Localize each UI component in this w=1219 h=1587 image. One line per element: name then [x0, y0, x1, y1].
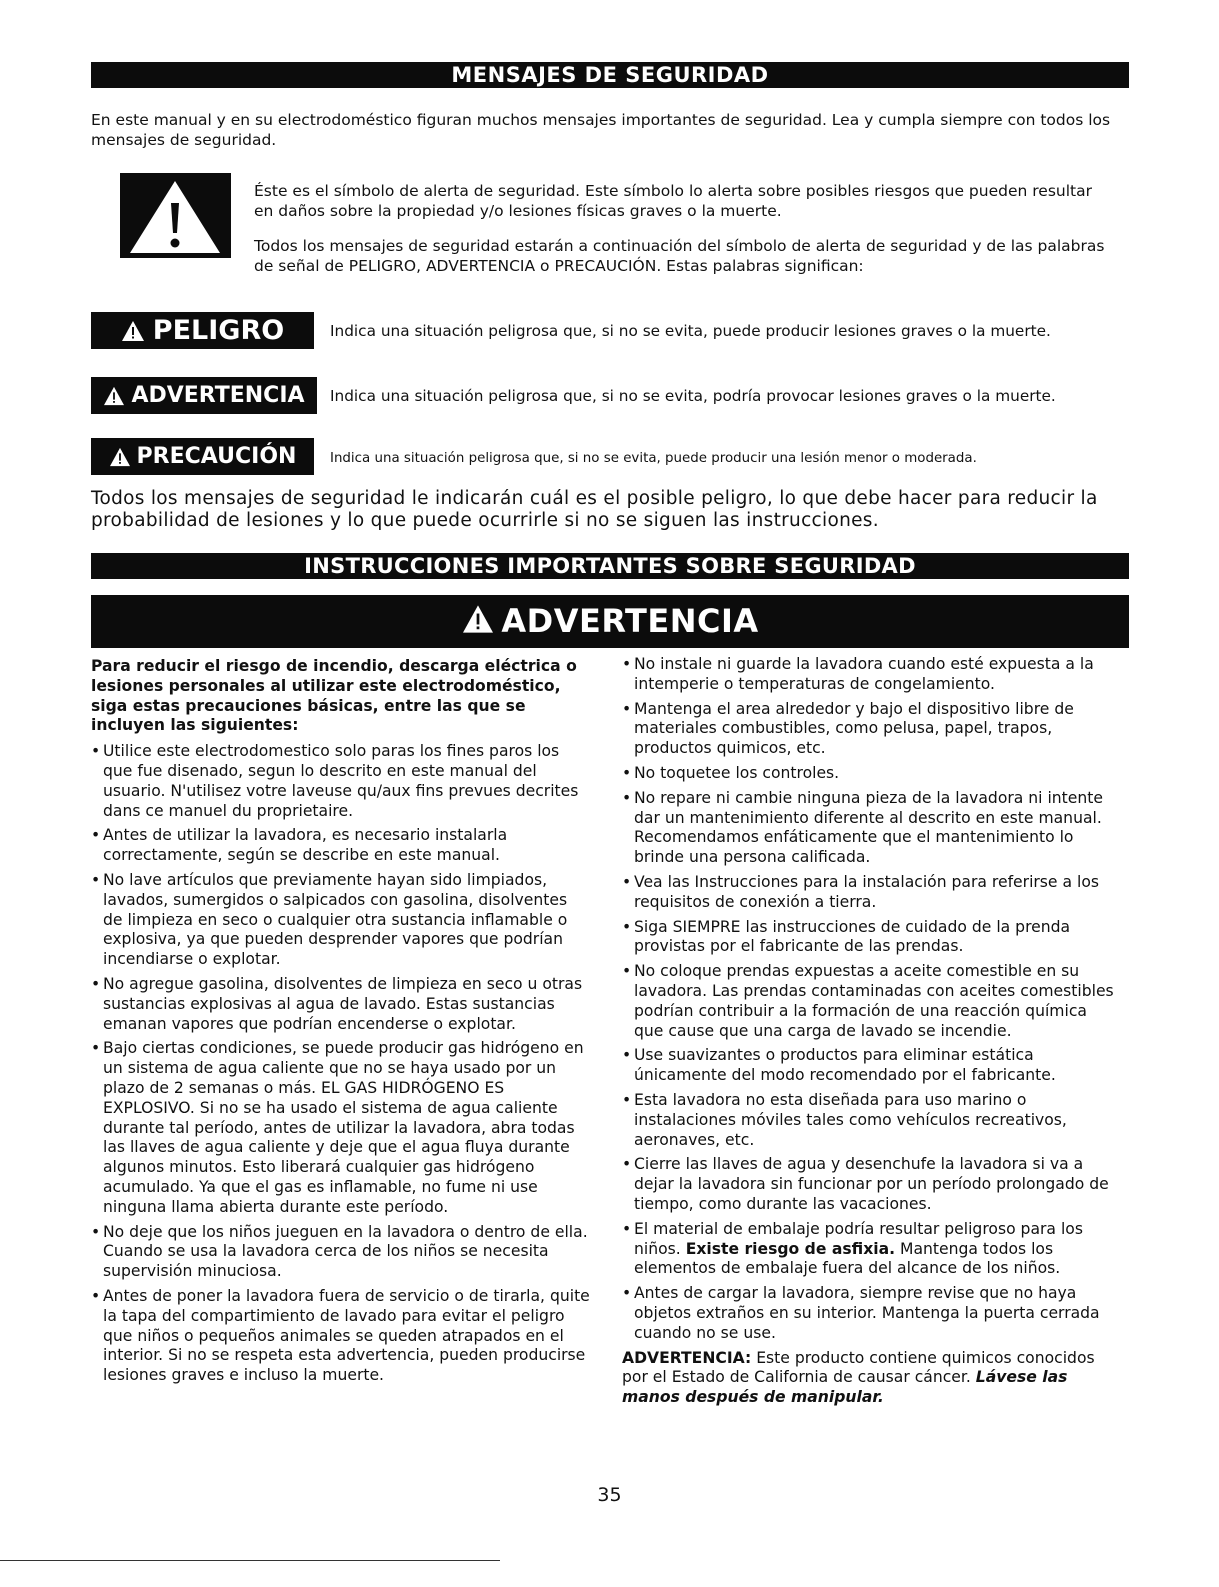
- choking-hazard-text: Existe riesgo de asfixia.: [685, 1239, 896, 1258]
- list-item: • Use suavizantes o productos para eliminar estática únicamente del modo recomendado por el fabricante.: [622, 1046, 1117, 1086]
- right-bullet-list: [622, 655, 1117, 1344]
- prop65-wash-hands: Lávese las manos después de manipular.: [622, 1368, 1068, 1407]
- all-messages-paragraph: Todos los mensajes de seguridad le indicarán cuál es el posible peligro, lo que debe hacer para reducir la probabilidad de lesiones y lo que puede ocurrirle si no se siguen las instrucciones.: [91, 488, 1098, 531]
- list-item: • Mantenga el area alrededor y bajo el dispositivo libre de materiales combustibles, como pelusa, papel, trapos, productos quimicos, etc.: [622, 700, 1117, 759]
- list-item: • No instale ni guarde la lavadora cuando esté expuesta a la intemperie o temperaturas de congelamiento.: [622, 655, 1117, 695]
- safety-alert-symbol: [120, 173, 231, 258]
- signal-advertencia-description: Indica una situación peligrosa que, si no se evita, podría provocar lesiones graves o la muerte.: [330, 387, 1056, 405]
- list-item: • No toquetee los controles.: [622, 764, 1117, 784]
- packaging-text: El material de embalaje podría resultar peligroso para los niños.: [634, 1219, 1083, 1258]
- signal-word: PELIGRO: [152, 315, 285, 346]
- section-title-important-instructions: INSTRUCCIONES IMPORTANTES SOBRE SEGURIDAD: [91, 553, 1129, 579]
- warning-triangle-icon: [120, 173, 231, 258]
- warning-banner-text: ADVERTENCIA: [501, 602, 759, 640]
- section-title-safety-messages: MENSAJES DE SEGURIDAD: [91, 62, 1129, 88]
- left-column: [91, 657, 591, 1391]
- signal-precaucion-description: Indica una situación peligrosa que, si no se evita, puede producir una lesión menor o moderada.: [330, 451, 977, 466]
- left-heading: Para reducir el riesgo de incendio, descarga eléctrica o lesiones personales al utilizar este electrodoméstico, siga estas precauciones básicas, entre las que se incluyen las siguientes:: [91, 657, 577, 735]
- left-bullet-list: [91, 742, 591, 1386]
- prop65-warning: [622, 1349, 1117, 1408]
- prop65-label: ADVERTENCIA:: [622, 1348, 752, 1367]
- prop65-text: Este producto contiene quimicos conocidos por el Estado de California de causar cáncer.: [622, 1348, 1095, 1387]
- footer-rule: [0, 1560, 500, 1561]
- packaging-text-end: Mantenga todos los elementos de embalaje fuera del alcance de los niños.: [634, 1239, 1061, 1278]
- list-item: • Cierre las llaves de agua y desenchufe la lavadora si va a dejar la lavadora sin funcionar por un período prolongado de tiempo, como durante las vacaciones.: [622, 1155, 1117, 1214]
- list-item: • Antes de poner la lavadora fuera de servicio o de tirarla, quite la tapa del compartimiento de lavado para evitar el peligro que niños o pequeños animales se queden atrapados en el interior. Si no se respeta esta advertencia, pueden producirse lesiones graves e incluso la muerte.: [91, 1287, 591, 1386]
- list-item: • Vea las Instrucciones para la instalación para referirse a los requisitos de conexión a tierra.: [622, 873, 1117, 913]
- signal-peligro-description: Indica una situación peligrosa que, si no se evita, puede producir lesiones graves o la muerte.: [330, 322, 1051, 340]
- signal-peligro-label: [91, 312, 314, 349]
- list-item: • Bajo ciertas condiciones, se puede producir gas hidrógeno en un sistema de agua caliente que no se haya usado por un plazo de 2 semanas o más. EL GAS HIDRÓGENO ES EXPLOSIVO. Si no se ha usado el sistema de agua caliente durante tal período, antes de utilizar la lavadora, abra todas las llaves de agua caliente y deje que el agua fluya durante algunos minutos. Esto liberará cualquier gas hidrógeno acumulado. Ya que el gas es inflamable, no fume ni use ninguna llama abierta durante este período.: [91, 1039, 591, 1217]
- signal-precaucion-label: [91, 438, 314, 475]
- warning-triangle-icon: [103, 386, 125, 406]
- warning-triangle-icon: [109, 447, 131, 467]
- list-item: • Utilice este electrodomestico solo paras los fines paros los que fue disenado, segun lo descrito en este manual del usuario. N'utilisez votre laveuse qu/aux fins prevues decrites dans ce manuel du proprietaire.: [91, 742, 591, 821]
- warning-triangle-icon: [461, 604, 495, 634]
- list-item: • Antes de utilizar la lavadora, es necesario instalarla correctamente, según se describe en este manual.: [91, 826, 591, 866]
- intro-text: En este manual y en su electrodoméstico figuran muchos mensajes importantes de seguridad. Lea y cumpla siempre con todos los mensajes de seguridad.: [91, 111, 1111, 149]
- list-item: • No deje que los niños jueguen en la lavadora o dentro de ella. Cuando se usa la lavadora cerca de los niños se necesita supervisión minuciosa.: [91, 1223, 591, 1282]
- list-item-packaging: [622, 1220, 1117, 1279]
- list-item: • No agregue gasolina, disolventes de limpieza en seco u otras sustancias explosivas al agua de lavado. Estas sustancias emanan vapores que podrían encenderse o explotar.: [91, 975, 591, 1034]
- signal-advertencia-label: [91, 377, 317, 414]
- warning-triangle-icon: [121, 320, 145, 342]
- signal-word: PRECAUCIÓN: [136, 444, 297, 469]
- list-item: • No lave artículos que previamente hayan sido limpiados, lavados, sumergidos o salpicados con gasolina, disolventes de limpieza en seco o cualquier otra sustancia inflamable o explosiva, ya que pueden desprender vapores que podrían incendiarse o explotar.: [91, 871, 591, 970]
- list-item: • No coloque prendas expuestas a aceite comestible en su lavadora. Las prendas contaminadas con aceites comestibles podrían contribuir a la formación de una reacción química que cause que una carga de lavado se incendie.: [622, 962, 1117, 1041]
- list-item: • Esta lavadora no esta diseñada para uso marino o instalaciones móviles tales como vehículos recreativos, aeronaves, etc.: [622, 1091, 1117, 1150]
- list-item: • No repare ni cambie ninguna pieza de la lavadora ni intente dar un mantenimiento diferente al descrito en este manual. Recomendamos enfáticamente que el mantenimiento lo brinde una persona calificada.: [622, 789, 1117, 868]
- list-item: • Siga SIEMPRE las instrucciones de cuidado de la prenda provistas por el fabricante de las prendas.: [622, 918, 1117, 958]
- list-item: • Antes de cargar la lavadora, siempre revise que no haya objetos extraños en su interior. Mantenga la puerta cerrada cuando no se use.: [622, 1284, 1117, 1343]
- signal-words-description: Todos los mensajes de seguridad estarán a continuación del símbolo de alerta de seguridad y de las palabras de señal de PELIGRO, ADVERTENCIA o PRECAUCIÓN. Estas palabras significan:: [254, 237, 1105, 275]
- page-number: 35: [597, 1484, 622, 1506]
- symbol-description: Éste es el símbolo de alerta de seguridad. Este símbolo lo alerta sobre posibles riesgos que pueden resultar en daños sobre la propiedad y/o lesiones físicas graves o la muerte.: [254, 182, 1092, 220]
- warning-banner: [91, 595, 1129, 648]
- right-column: [622, 655, 1117, 1408]
- signal-word: ADVERTENCIA: [131, 383, 305, 408]
